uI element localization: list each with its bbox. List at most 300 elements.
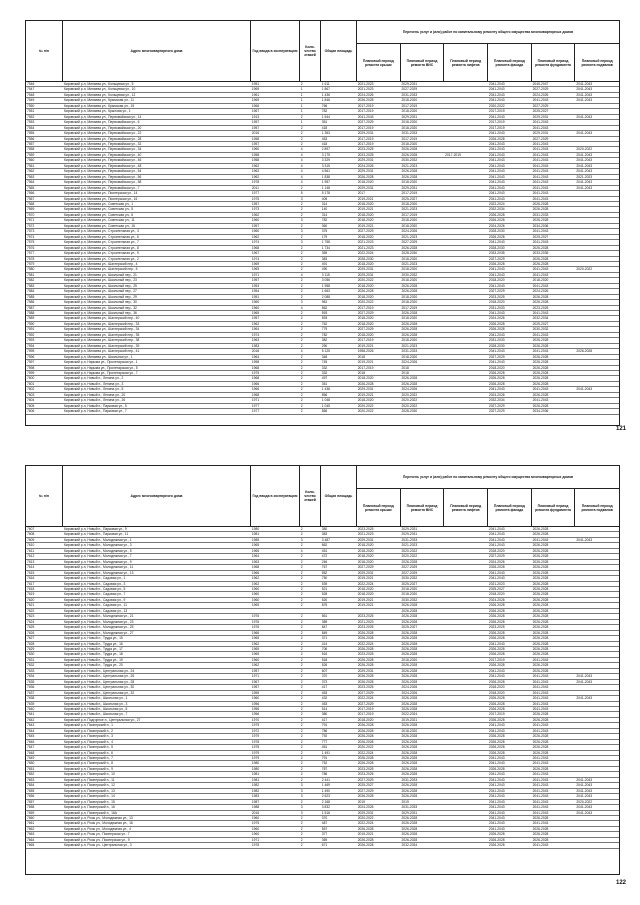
cell-basement <box>575 832 619 836</box>
cell-facade: 2031-2033 <box>488 305 505 310</box>
cell-address: Кировский р-н, Пионерский п., 10 <box>63 772 115 777</box>
cell-utilities: 2021-2023 <box>401 343 418 348</box>
cell-area: 348 <box>321 354 328 359</box>
cell-foundation: 2026-2028 <box>532 826 549 831</box>
cell-area: 373 <box>321 679 328 684</box>
cell-utilities: 2027-2029 <box>401 87 418 92</box>
cell-utilities: 2031-2033 <box>401 349 418 354</box>
cell-address: Кировский р-н, Розы ул., Молодежная ул., 4 <box>63 826 131 831</box>
cell-floors: 2 <box>300 750 303 755</box>
cell-roof: 2019-2021 <box>357 343 374 348</box>
cell-basement <box>575 772 619 776</box>
cell-address: Кировский р-н, Минаева ул., Строительная ул., 7 <box>63 240 139 245</box>
cell-elevators <box>444 598 488 602</box>
cell-utilities: 2026-2028 <box>401 723 418 728</box>
cell-num: 7636 <box>27 685 35 690</box>
cell-basement <box>575 543 619 547</box>
cell-num: 7596 <box>27 354 35 359</box>
cell-address: Кировский р-н, Новый п., Садовая ул., 1 <box>63 576 126 581</box>
cell-elevators <box>444 740 488 744</box>
cell-utilities: 2026-2028 <box>401 706 418 711</box>
cell-basement: 2041-2043 <box>576 152 593 157</box>
cell-year: 1974 <box>251 332 260 337</box>
cell-num: 7652 <box>27 772 35 777</box>
cell-floors: 2 <box>300 321 303 326</box>
cell-utilities: 2030-2032 <box>401 158 418 163</box>
cell-address: Кировский р-н, Минаева ул., Строительная ул., 8 <box>63 245 139 250</box>
cell-year: 1959 <box>251 690 260 695</box>
cell-address: Кировский р-н, Минаева ул., Строительная ул., 3 <box>63 229 139 234</box>
cell-foundation: 2041-2043 <box>532 196 549 201</box>
cell-utilities: 2018 <box>401 365 409 370</box>
cell-year: 1957 <box>251 125 260 130</box>
cell-basement <box>575 333 619 337</box>
cell-area: 453 <box>321 136 328 141</box>
cell-foundation: 2026-2028 <box>532 619 549 624</box>
cell-floors: 2 <box>300 619 303 624</box>
cell-floors: 2 <box>300 761 303 766</box>
cell-basement <box>575 685 619 689</box>
cell-foundation: 2026-2028 <box>532 581 549 586</box>
cell-area: 351 <box>321 381 328 386</box>
cell-utilities: 2026-2028 <box>401 788 418 793</box>
cell-basement <box>575 398 619 402</box>
cell-elevators <box>444 669 488 673</box>
cell-utilities: 2026-2028 <box>401 761 418 766</box>
cell-floors: 2 <box>300 565 303 570</box>
cell-address: Кировский р-н, Пионерский п., 12 <box>63 783 115 788</box>
cell-roof: 2026-2028 <box>357 723 374 728</box>
cell-area: 3 487 <box>321 537 331 542</box>
cell-elevators <box>444 387 488 391</box>
cell-floors: 2 <box>300 332 303 337</box>
cell-utilities: 2026-2028 <box>401 734 418 739</box>
header-roof: Плановый период ремонта крыши <box>357 489 401 526</box>
cell-area: 370 <box>321 816 328 821</box>
cell-roof: 2026-2028 <box>357 646 374 651</box>
cell-foundation: 2026-2028 <box>532 376 549 381</box>
cell-roof: 2021-2023 <box>357 240 374 245</box>
cell-roof: 2018-2020 <box>357 316 374 321</box>
cell-foundation: 2045-2047 <box>532 82 549 86</box>
cell-year: 1968 <box>251 392 260 397</box>
cell-utilities: 2018-2020 <box>401 201 418 206</box>
cell-area: 779 <box>321 327 328 332</box>
cell-utilities: 2020-2022 <box>401 554 418 559</box>
cell-facade: 2026-2028 <box>488 701 505 706</box>
cell-basement <box>575 740 619 744</box>
cell-foundation: 2026-2028 <box>532 646 549 651</box>
cell-utilities: 2026-2028 <box>401 641 418 646</box>
cell-year: 1969 <box>251 603 260 608</box>
cell-foundation: 2041-2043 <box>532 728 549 733</box>
cell-floors: 2 <box>300 283 303 288</box>
cell-facade: 2041-2043 <box>488 185 505 190</box>
cell-area: 782 <box>321 332 328 337</box>
cell-foundation: 2041-2043 <box>532 772 549 777</box>
cell-num: 7627 <box>27 636 35 641</box>
cell-num: 7575 <box>27 240 35 245</box>
cell-foundation: 2026-2028 <box>532 338 549 343</box>
cell-address: Кировский р-н, Минаева ул., Советская ул., 5 <box>63 207 134 212</box>
cell-foundation: 2041-2043 <box>532 674 549 679</box>
cell-elevators <box>444 278 488 282</box>
cell-elevators <box>444 832 488 836</box>
cell-foundation: 2041-2043 <box>532 685 549 690</box>
cell-utilities: 2017-2019 <box>401 305 418 310</box>
cell-foundation: 2026-2028 <box>532 354 549 359</box>
cell-elevators <box>444 202 488 206</box>
cell-num: 7658 <box>27 805 35 810</box>
cell-foundation: 2031-2033 <box>532 212 549 217</box>
cell-foundation: 2041-2043 <box>532 843 549 848</box>
table-header <box>26 21 619 82</box>
cell-roof: 2019-2021 <box>357 603 374 608</box>
cell-elevators <box>444 691 488 695</box>
cell-utilities: 2019-2021 <box>401 717 418 722</box>
cell-floors: 2 <box>300 392 303 397</box>
cell-floors: 2 <box>300 657 303 662</box>
cell-facade: 2026-2028 <box>488 750 505 755</box>
cell-num: 7572 <box>27 223 35 228</box>
cell-roof: 2026-2028 <box>357 739 374 744</box>
cell-num: 7619 <box>27 592 35 597</box>
cell-year: 1971 <box>251 398 260 403</box>
cell-num: 7562 <box>27 169 35 174</box>
cell-roof: 2018-2020 <box>357 180 374 185</box>
cell-utilities: 2029-2031 <box>401 810 418 815</box>
cell-facade: 2041-2043 <box>488 576 505 581</box>
cell-num: 7568 <box>27 201 35 206</box>
cell-num: 7606 <box>27 409 35 414</box>
cell-basement <box>575 202 619 206</box>
cell-floors: 4 <box>300 305 303 310</box>
cell-facade: 2028-2030 <box>488 245 505 250</box>
cell-area: 1 544 <box>321 114 331 119</box>
cell-elevators <box>444 538 488 542</box>
cell-foundation: 2026-2028 <box>532 745 549 750</box>
cell-address: Кировский р-н, Новый п., Центральная ул., 30 <box>63 685 135 690</box>
cell-address: Кировский р-н, Минаева ул., Первомайская ул., 56 <box>63 174 142 179</box>
cell-utilities: 2018-2020 <box>401 728 418 733</box>
cell-year: 1975 <box>251 821 260 826</box>
cell-year: 1969 <box>251 98 260 103</box>
cell-area: 351 <box>321 120 328 125</box>
cell-facade: 2041-2043 <box>488 668 505 673</box>
cell-elevators <box>444 614 488 618</box>
cell-num: 7611 <box>27 548 35 553</box>
cell-elevators <box>444 582 488 586</box>
cell-elevators <box>444 712 488 716</box>
cell-roof: 2017-2019 <box>357 706 374 711</box>
cell-basement <box>575 344 619 348</box>
cell-elevators <box>444 642 488 646</box>
cell-roof: 2026-2028 <box>357 794 374 799</box>
cell-num: 7599 <box>27 371 35 376</box>
cell-floors: 4 <box>300 163 303 168</box>
cell-foundation: 2041-2043 <box>532 777 549 782</box>
cell-foundation: 2024-2026 <box>532 92 549 97</box>
cell-year: 1957 <box>251 120 260 125</box>
cell-roof: 2018-2020 <box>357 283 374 288</box>
cell-facade: 2041-2043 <box>488 826 505 831</box>
cell-roof: 2018-2020 <box>357 234 374 239</box>
header-roof: Плановый период ремонта крыши <box>357 44 401 81</box>
cell-elevators <box>444 751 488 755</box>
cell-basement <box>575 571 619 575</box>
cell-year: 1973 <box>251 207 260 212</box>
cell-area: 791 <box>321 723 328 728</box>
cell-address: Кировский р-н, Новый п., Труда ул., 19 <box>63 657 123 662</box>
cell-area: 453 <box>321 690 328 695</box>
cell-floors: 2 <box>300 777 303 782</box>
cell-facade: 2017-2019 <box>488 120 505 125</box>
cell-roof: 2017-2019 <box>357 103 374 108</box>
cell-area: 516 <box>321 652 328 657</box>
cell-utilities: 2020-2022 <box>401 403 418 408</box>
cell-utilities: 2026-2028 <box>401 701 418 706</box>
cell-address: Кировский р-н, Розы ул., Пионерская ул., 9 <box>63 837 130 842</box>
cell-floors: 2 <box>300 745 303 750</box>
cell-basement <box>575 295 619 299</box>
cell-elevators <box>444 554 488 558</box>
cell-facade: 2041-2043 <box>488 674 505 679</box>
cell-address: Кировский р-н, Пионерский п., 3 <box>63 734 113 739</box>
cell-year: 1981 <box>251 532 260 537</box>
cell-num: 7589 <box>27 316 35 321</box>
cell-utilities: 2026-2028 <box>401 772 418 777</box>
cell-year: 1962 <box>251 641 260 646</box>
cell-facade: 2041-2043 <box>488 272 505 277</box>
cell-basement <box>575 821 619 825</box>
cell-year: 1967 <box>251 251 260 256</box>
cell-basement <box>575 756 619 760</box>
cell-year: 1962 <box>251 174 260 179</box>
cell-address: Кировский р-н, Минаева ул., Школьный пер., 32 <box>63 305 137 310</box>
cell-year: 1960 <box>251 305 260 310</box>
cell-basement <box>575 311 619 315</box>
cell-roof: 2029-2031 <box>357 537 374 542</box>
cell-utilities: 2030-2032 <box>401 576 418 581</box>
page-number: 122 <box>615 880 626 886</box>
cell-utilities: 2026-2028 <box>401 332 418 337</box>
cell-facade: 2027-2029 <box>488 403 505 408</box>
cell-roof: 2026-2028 <box>357 98 374 103</box>
cell-floors: 2 <box>300 256 303 261</box>
cell-facade: 2020-2022 <box>488 103 505 108</box>
cell-foundation: 2026-2028 <box>532 565 549 570</box>
cell-num: 7657 <box>27 799 35 804</box>
cell-area: 383 <box>321 532 328 537</box>
cell-basement <box>575 592 619 596</box>
cell-address: Кировский р-н, Новый п., Садовая ул., 9 <box>63 597 126 602</box>
cell-utilities: 2018-2020 <box>401 256 418 261</box>
cell-area: 140 <box>321 207 328 212</box>
cell-facade: 2041-2043 <box>488 114 505 119</box>
cell-facade: 2017-2019 <box>488 125 505 130</box>
cell-year: 1985 <box>251 537 260 542</box>
cell-utilities: 2031-2033 <box>401 777 418 782</box>
cell-foundation: 2041-2043 <box>532 174 549 179</box>
cell-facade: 2041-2043 <box>488 570 505 575</box>
cell-roof: 2019-2021 <box>357 392 374 397</box>
cell-floors: 2 <box>300 799 303 804</box>
cell-area: 417 <box>321 685 328 690</box>
cell-utilities: 2026-2028 <box>401 289 418 294</box>
cell-num: 7559 <box>27 152 35 157</box>
cell-utilities: 2026-2028 <box>401 321 418 326</box>
cell-facade: 2041-2043 <box>488 196 505 201</box>
cell-num: 7639 <box>27 701 35 706</box>
cell-utilities: 2018-2020 <box>401 586 418 591</box>
cell-facade: 2041-2043 <box>488 387 505 392</box>
cell-address: Кировский р-н, Минаева ул., Первомайская ул., 46 <box>63 158 142 163</box>
cell-address: Кировский р-н, Новый п., Садовая ул., 5 <box>63 586 126 591</box>
cell-num: 7587 <box>27 305 35 310</box>
cell-address: Кировский р-н, Пионерский п., 13 <box>63 788 115 793</box>
header-utilities: Плановый период ремонта ВИС <box>401 489 445 526</box>
cell-foundation: 2041-2043 <box>532 152 549 157</box>
cell-foundation: 2024-2026 <box>532 289 549 294</box>
cell-elevators <box>444 224 488 228</box>
cell-foundation: 2033-2035 <box>532 251 549 256</box>
cell-foundation: 2026-2028 <box>532 570 549 575</box>
cell-year: 1958 <box>251 158 260 163</box>
cell-roof: 2027-2029 <box>357 229 374 234</box>
cell-floors: 2 <box>300 826 303 831</box>
cell-year: 1962 <box>251 321 260 326</box>
cell-year: 1962 <box>251 234 260 239</box>
cell-year: 1968 <box>251 365 260 370</box>
cell-year: 1983 <box>251 794 260 799</box>
cell-elevators <box>444 98 488 102</box>
cell-floors: 1 <box>300 92 303 97</box>
cell-floors <box>300 609 321 613</box>
cell-basement <box>575 240 619 244</box>
cell-num: 7623 <box>27 614 35 619</box>
cell-floors: 2 <box>300 338 303 343</box>
cell-floors: 2 <box>300 723 303 728</box>
cell-roof: 2021-2023 <box>357 245 374 250</box>
cell-foundation: 2026-2028 <box>532 218 549 223</box>
cell-foundation: 2026-2028 <box>532 300 549 305</box>
cell-area: 1 491 <box>321 750 331 755</box>
cell-foundation: 2026-2028 <box>532 652 549 657</box>
cell-basement <box>575 289 619 293</box>
cell-address: Кировский р-н, Новый п., Центральная ул., 26 <box>63 674 135 679</box>
cell-basement <box>575 273 619 277</box>
cell-num: 7558 <box>27 147 35 152</box>
cell-num: 7546 <box>27 82 35 86</box>
cell-facade: 2041-2043 <box>488 816 505 821</box>
cell-foundation: 2025-2027 <box>532 109 549 114</box>
cell-area: 246 <box>321 559 328 564</box>
cell-basement <box>575 827 619 831</box>
header-elevators: Плановый период ремонта лифтов <box>444 44 488 81</box>
cell-elevators <box>444 104 488 108</box>
cell-floors: 2 <box>300 387 303 392</box>
cell-area: 3 175 <box>321 152 331 157</box>
cell-num: 7584 <box>27 289 35 294</box>
cell-elevators <box>444 527 488 531</box>
cell-year: 1968 <box>251 565 260 570</box>
cell-utilities: 2026-2028 <box>401 837 418 842</box>
cell-elevators <box>444 382 488 386</box>
cell-basement: 2041-2043 <box>576 92 593 97</box>
cell-roof: 2019-2021 <box>357 597 374 602</box>
cell-elevators <box>444 729 488 733</box>
cell-utilities: 2024-2026 <box>401 685 418 690</box>
cell-floors: 2 <box>300 832 303 837</box>
cell-foundation: 2041-2043 <box>532 657 549 662</box>
cell-num: 7628 <box>27 641 35 646</box>
cell-foundation: 2041-2043 <box>532 690 549 695</box>
cell-floors: 3 <box>300 810 303 815</box>
cell-foundation: 2026-2028 <box>532 712 549 717</box>
cell-utilities: 2018 <box>401 371 409 376</box>
cell-area: 526 <box>321 663 328 668</box>
cell-facade: 2041-2043 <box>488 311 505 316</box>
cell-basement <box>575 767 619 771</box>
cell-floors: 2 <box>300 201 303 206</box>
cell-facade: 2026-2028 <box>488 234 505 239</box>
cell-floors: 2 <box>300 543 303 548</box>
cell-area: 491 <box>321 261 328 266</box>
cell-foundation: 2026-2028 <box>532 739 549 744</box>
table-row <box>26 409 619 414</box>
cell-roof: 2026-2028 <box>357 174 374 179</box>
cell-elevators <box>444 800 488 804</box>
cell-year: 1971 <box>251 674 260 679</box>
cell-elevators <box>444 794 488 798</box>
cell-num: 7624 <box>27 619 35 624</box>
cell-roof: 2029-2031 <box>357 267 374 272</box>
cell-elevators <box>444 409 488 413</box>
cell-foundation: 2041-2043 <box>532 283 549 288</box>
cell-foundation: 2026-2028 <box>532 245 549 250</box>
cell-num: 7588 <box>27 311 35 316</box>
cell-address: Кировский р-н, Минаева ул., Крылова ул., 1 <box>63 109 131 114</box>
cell-address: Кировский р-н, Минаева ул., Крымская ул., 11 <box>63 98 134 103</box>
cell-basement <box>575 729 619 733</box>
cell-area: 1 148 <box>321 185 331 190</box>
cell-roof: 2019-2021 <box>357 196 374 201</box>
cell-basement: 2041-2043 <box>576 87 593 92</box>
cell-num: 7577 <box>27 251 35 256</box>
cell-facade: 2027-2029 <box>488 256 505 261</box>
cell-area: 418 <box>321 125 328 130</box>
cell-num: 7603 <box>27 392 35 397</box>
cell-facade: 2041-2043 <box>488 267 505 272</box>
cell-facade: 2041-2043 <box>488 82 505 86</box>
cell-facade: 2041-2043 <box>488 641 505 646</box>
cell-num: 7607 <box>27 527 35 531</box>
cell-utilities: 2025-2027 <box>401 196 418 201</box>
cell-facade: 2027-2029 <box>488 409 505 414</box>
cell-facade: 2041-2043 <box>488 87 505 92</box>
cell-area: 539 <box>321 581 328 586</box>
cell-utilities: 2021-2023 <box>401 207 418 212</box>
cell-basement <box>575 582 619 586</box>
cell-address: Кировский р-н, Пионерский п., 7 <box>63 756 113 761</box>
cell-facade: 2026-2028 <box>488 371 505 376</box>
table-page-2 <box>25 465 620 875</box>
cell-roof: 2020-2022 <box>357 403 374 408</box>
cell-elevators <box>444 246 488 250</box>
cell-basement <box>575 257 619 261</box>
cell-year: 1965 <box>251 548 260 553</box>
cell-roof: 2017 <box>357 191 366 196</box>
